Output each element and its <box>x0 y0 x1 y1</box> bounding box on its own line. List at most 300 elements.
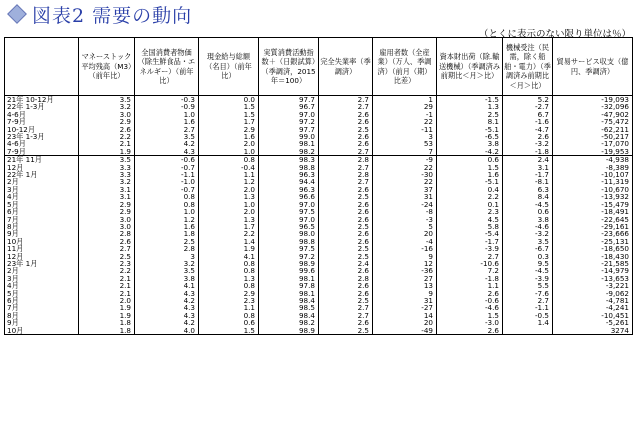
value-cell: 2.7 <box>319 304 373 311</box>
value-cell: 3.3 <box>79 164 135 171</box>
value-cell: -10,451 <box>553 312 633 319</box>
value-cell: 20 <box>373 230 437 237</box>
value-cell: -1.8 <box>437 275 503 282</box>
value-cell: 97.2 <box>259 253 319 260</box>
value-cell: 2.7 <box>79 245 135 252</box>
value-cell: 0.8 <box>199 267 259 274</box>
value-cell: 4.3 <box>135 148 199 156</box>
value-cell: 2.7 <box>437 253 503 260</box>
period-cell: 12月 <box>5 164 79 171</box>
value-cell: 2.6 <box>319 238 373 245</box>
value-cell: 3.5 <box>79 156 135 164</box>
value-cell: 3.1 <box>79 186 135 193</box>
value-cell: 1.1 <box>199 171 259 178</box>
value-cell: 3.1 <box>503 164 553 171</box>
value-cell: 7 <box>373 148 437 156</box>
page-title-area <box>4 2 192 26</box>
value-cell: 27 <box>373 275 437 282</box>
value-cell: 2.7 <box>319 103 373 110</box>
value-cell: -1.5 <box>437 96 503 104</box>
value-cell: 3.8 <box>503 216 553 223</box>
value-cell: 1.8 <box>135 230 199 237</box>
value-cell: 8.4 <box>503 193 553 200</box>
value-cell: -3.2 <box>503 230 553 237</box>
period-cell: 8月 <box>5 223 79 230</box>
value-cell: 1 <box>373 96 437 104</box>
value-cell: -13,932 <box>553 193 633 200</box>
value-cell: 3.0 <box>79 216 135 223</box>
value-cell: 20 <box>373 319 437 326</box>
value-cell: 22 <box>373 178 437 185</box>
value-cell: 97.0 <box>259 111 319 118</box>
value-cell: 1.9 <box>199 245 259 252</box>
value-cell: 97.5 <box>259 245 319 252</box>
value-cell: 31 <box>373 297 437 304</box>
value-cell: 2.6 <box>319 133 373 140</box>
value-cell: 2.9 <box>79 201 135 208</box>
value-cell: -4,781 <box>553 297 633 304</box>
value-cell: -0.6 <box>437 297 503 304</box>
value-cell: 2.5 <box>319 245 373 252</box>
value-cell: 98.3 <box>259 156 319 164</box>
value-cell: 2.6 <box>319 282 373 289</box>
value-cell: -24 <box>373 201 437 208</box>
value-cell: -3.0 <box>437 319 503 326</box>
value-cell: 4.2 <box>135 140 199 147</box>
value-cell: 98.1 <box>259 140 319 147</box>
value-cell: 94.4 <box>259 178 319 185</box>
value-cell: 9.5 <box>503 260 553 267</box>
value-cell: 3.0 <box>79 111 135 118</box>
value-cell: 98.8 <box>259 164 319 171</box>
value-cell: -29,161 <box>553 223 633 230</box>
value-cell: 2.1 <box>79 275 135 282</box>
period-cell: 7-9月 <box>5 118 79 125</box>
value-cell: 0.8 <box>199 282 259 289</box>
value-cell: -11 <box>373 126 437 133</box>
value-cell: 1.2 <box>199 178 259 185</box>
value-cell: -4.5 <box>503 267 553 274</box>
value-cell: 5.2 <box>503 96 553 104</box>
period-cell: 6月 <box>5 297 79 304</box>
value-cell: 2.8 <box>135 245 199 252</box>
value-cell: 2.7 <box>319 178 373 185</box>
value-cell: -0.5 <box>503 312 553 319</box>
value-cell: 3.5 <box>135 267 199 274</box>
value-cell: 3.5 <box>135 133 199 140</box>
value-cell: 1.2 <box>135 216 199 223</box>
value-cell: -3.2 <box>503 140 553 147</box>
value-cell: 97.0 <box>259 216 319 223</box>
value-cell: -4,241 <box>553 304 633 311</box>
value-cell: 2.9 <box>199 290 259 297</box>
value-cell: -0.4 <box>199 164 259 171</box>
value-cell: 1.4 <box>199 238 259 245</box>
value-cell: 1.7 <box>199 118 259 125</box>
value-cell: 4.2 <box>135 297 199 304</box>
value-cell: 1.6 <box>135 118 199 125</box>
value-cell: 12 <box>373 260 437 267</box>
column-header: 機械受注（民需，除く船舶・電力）（季調済み前期比＜月＞比） <box>503 38 553 96</box>
value-cell: 2.0 <box>199 140 259 147</box>
value-cell: 2.0 <box>199 186 259 193</box>
value-cell: 9 <box>373 253 437 260</box>
value-cell: 96.6 <box>259 193 319 200</box>
period-cell: 9月 <box>5 230 79 237</box>
value-cell: 1.3 <box>199 193 259 200</box>
value-cell: 3.2 <box>135 260 199 267</box>
value-cell: 2.1 <box>79 282 135 289</box>
value-cell: 97.8 <box>259 282 319 289</box>
value-cell: 3.1 <box>79 193 135 200</box>
period-cell: 23年 1-3月 <box>5 133 79 140</box>
value-cell: 1.0 <box>199 148 259 156</box>
value-cell: -3,221 <box>553 282 633 289</box>
value-cell: 2.2 <box>199 230 259 237</box>
value-cell: 2.5 <box>319 223 373 230</box>
value-cell: -18,430 <box>553 253 633 260</box>
page-title: 図表2 需要の動向 <box>32 4 193 27</box>
value-cell: 3.5 <box>503 238 553 245</box>
period-cell: 23年 1月 <box>5 260 79 267</box>
period-cell: 7-9月 <box>5 148 79 156</box>
column-header: 貿易サービス収支（億円、季調済） <box>553 38 633 96</box>
value-cell: 9 <box>373 290 437 297</box>
value-cell: 2.8 <box>319 171 373 178</box>
value-cell: -9,062 <box>553 290 633 297</box>
value-cell: 2.3 <box>79 260 135 267</box>
value-cell: -75,472 <box>553 118 633 125</box>
value-cell: 0.0 <box>199 96 259 104</box>
value-cell: -47,902 <box>553 111 633 118</box>
value-cell: -5.4 <box>437 230 503 237</box>
value-cell: -4.7 <box>503 126 553 133</box>
value-cell: 4.3 <box>135 312 199 319</box>
value-cell: 1.9 <box>79 148 135 156</box>
value-cell: 0.8 <box>199 312 259 319</box>
header-row <box>5 38 633 96</box>
value-cell: 2.7 <box>319 164 373 171</box>
value-cell: 3 <box>135 253 199 260</box>
value-cell: 1.9 <box>79 304 135 311</box>
value-cell: 1.8 <box>79 327 135 335</box>
column-header: 資本財出荷（除.輸送機械）（季調済み前期比＜月＞比） <box>437 38 503 96</box>
value-cell: 13 <box>373 282 437 289</box>
value-cell: 98.5 <box>259 304 319 311</box>
value-cell: -10,107 <box>553 171 633 178</box>
value-cell: 97.2 <box>259 118 319 125</box>
value-cell: 2.6 <box>503 133 553 140</box>
value-cell: 2.6 <box>437 327 503 335</box>
value-cell: 5.5 <box>503 282 553 289</box>
value-cell: 5.8 <box>437 223 503 230</box>
value-cell: 14 <box>373 312 437 319</box>
period-cell: 3月 <box>5 186 79 193</box>
period-cell: 5月 <box>5 201 79 208</box>
value-cell: -3 <box>373 216 437 223</box>
value-cell: -1.1 <box>503 304 553 311</box>
period-cell: 22年 1-3月 <box>5 103 79 110</box>
period-cell: 8月 <box>5 312 79 319</box>
monthly-row <box>5 327 633 335</box>
value-cell: 4.3 <box>135 290 199 297</box>
value-cell: 98.1 <box>259 290 319 297</box>
value-cell: 0.6 <box>437 156 503 164</box>
value-cell: 4.1 <box>199 253 259 260</box>
value-cell: 2.6 <box>319 111 373 118</box>
period-cell: 11月 <box>5 245 79 252</box>
value-cell: 4.3 <box>135 304 199 311</box>
value-cell: -4 <box>373 238 437 245</box>
value-cell: -0.7 <box>135 186 199 193</box>
value-cell: 97.0 <box>259 201 319 208</box>
period-cell: 9月 <box>5 319 79 326</box>
period-cell: 10-12月 <box>5 126 79 133</box>
value-cell: -23,666 <box>553 230 633 237</box>
value-cell: 3.8 <box>135 275 199 282</box>
value-cell: 3.5 <box>79 96 135 104</box>
period-cell: 10月 <box>5 327 79 335</box>
value-cell: 96.7 <box>259 103 319 110</box>
value-cell <box>503 327 553 335</box>
value-cell: 97.7 <box>259 96 319 104</box>
value-cell: 29 <box>373 103 437 110</box>
value-cell: -22,645 <box>553 216 633 223</box>
value-cell: 2.6 <box>319 201 373 208</box>
value-cell: 98.1 <box>259 275 319 282</box>
value-cell: 2.1 <box>79 140 135 147</box>
value-cell: 1.5 <box>437 164 503 171</box>
value-cell: -19,093 <box>553 96 633 104</box>
period-cell: 22年 1月 <box>5 171 79 178</box>
value-cell: 0.8 <box>135 201 199 208</box>
value-cell: -18,491 <box>553 208 633 215</box>
value-cell: -17,070 <box>553 140 633 147</box>
value-cell: -2.7 <box>503 103 553 110</box>
value-cell: -50,217 <box>553 133 633 140</box>
value-cell: -16 <box>373 245 437 252</box>
value-cell: 1.1 <box>437 282 503 289</box>
value-cell: 2.8 <box>319 275 373 282</box>
value-cell: 99.6 <box>259 267 319 274</box>
value-cell: 1.6 <box>199 133 259 140</box>
value-cell: 3.2 <box>79 178 135 185</box>
value-cell: -32,096 <box>553 103 633 110</box>
value-cell: -3.9 <box>503 275 553 282</box>
value-cell: 2.9 <box>199 126 259 133</box>
table-body <box>5 96 633 335</box>
value-cell: -49 <box>373 327 437 335</box>
value-cell: -1 <box>373 111 437 118</box>
value-cell: 0.4 <box>437 186 503 193</box>
period-cell: 7月 <box>5 216 79 223</box>
value-cell: 2.5 <box>319 126 373 133</box>
value-cell: 0.1 <box>437 201 503 208</box>
value-cell: -9 <box>373 156 437 164</box>
value-cell: 1.6 <box>437 171 503 178</box>
value-cell: -1.8 <box>503 148 553 156</box>
value-cell: -4.6 <box>503 223 553 230</box>
value-cell: 1.6 <box>135 223 199 230</box>
value-cell: 6.3 <box>503 186 553 193</box>
value-cell: 98.9 <box>259 327 319 335</box>
value-cell: 0.8 <box>199 156 259 164</box>
value-cell: 22 <box>373 118 437 125</box>
value-cell: -5.1 <box>437 178 503 185</box>
value-cell: 3.2 <box>79 103 135 110</box>
column-header: 実質消費活動指数＋（日銀試算）（季調済，2015年＝100） <box>259 38 319 96</box>
value-cell: 2.7 <box>319 312 373 319</box>
value-cell: 0.6 <box>199 319 259 326</box>
value-cell: 2.6 <box>319 230 373 237</box>
value-cell: 0.8 <box>135 193 199 200</box>
value-cell: 98.0 <box>259 230 319 237</box>
value-cell: 2.5 <box>319 253 373 260</box>
value-cell: -11,319 <box>553 178 633 185</box>
demand-table <box>4 37 633 335</box>
value-cell: 2.4 <box>503 156 553 164</box>
value-cell: 98.4 <box>259 312 319 319</box>
value-cell: -27 <box>373 304 437 311</box>
value-cell: 2.5 <box>79 253 135 260</box>
value-cell: 2.6 <box>319 216 373 223</box>
value-cell: -1.0 <box>135 178 199 185</box>
value-cell: 31 <box>373 193 437 200</box>
value-cell: -5,261 <box>553 319 633 326</box>
period-cell: 3月 <box>5 275 79 282</box>
value-cell: 0.3 <box>503 253 553 260</box>
value-cell: 3 <box>373 133 437 140</box>
value-cell: 2.7 <box>135 126 199 133</box>
value-cell: -1.6 <box>503 118 553 125</box>
value-cell: 2.6 <box>319 186 373 193</box>
value-cell: 2.0 <box>79 297 135 304</box>
value-cell: 8.1 <box>437 118 503 125</box>
value-cell: 3.0 <box>79 223 135 230</box>
value-cell: 2.6 <box>437 290 503 297</box>
value-cell: -6.5 <box>437 133 503 140</box>
value-cell: 98.8 <box>259 238 319 245</box>
column-header: 現金給与総額（名目）（前年比） <box>199 38 259 96</box>
value-cell: -0.9 <box>135 103 199 110</box>
value-cell: -4.6 <box>437 304 503 311</box>
value-cell: 1.8 <box>79 319 135 326</box>
value-cell: -7.6 <box>503 290 553 297</box>
column-header: 全国消費者物価（除生鮮食品・エネルギー）（前年比） <box>135 38 199 96</box>
period-cell: 21年 11月 <box>5 156 79 164</box>
period-cell: 4-6月 <box>5 111 79 118</box>
value-cell: 2.2 <box>437 193 503 200</box>
value-cell: -4.2 <box>437 148 503 156</box>
value-cell: -62,211 <box>553 126 633 133</box>
value-cell: 2.9 <box>79 208 135 215</box>
value-cell: 99.0 <box>259 133 319 140</box>
value-cell: 6.7 <box>503 111 553 118</box>
period-cell: 4月 <box>5 193 79 200</box>
value-cell: 1.7 <box>199 223 259 230</box>
value-cell: -30 <box>373 171 437 178</box>
value-cell: 1.0 <box>199 201 259 208</box>
value-cell: 22 <box>373 164 437 171</box>
period-cell: 12月 <box>5 253 79 260</box>
value-cell: -18,650 <box>553 245 633 252</box>
value-cell: -10.6 <box>437 260 503 267</box>
period-cell: 4月 <box>5 282 79 289</box>
value-cell: 2.5 <box>319 297 373 304</box>
value-cell: 97.5 <box>259 208 319 215</box>
value-cell: -0.7 <box>135 164 199 171</box>
value-cell: 2.0 <box>199 208 259 215</box>
value-cell: 2.2 <box>79 267 135 274</box>
value-cell: 4.0 <box>135 327 199 335</box>
period-cell: 2月 <box>5 267 79 274</box>
value-cell: 53 <box>373 140 437 147</box>
value-cell: -21,585 <box>553 260 633 267</box>
value-cell: 1.0 <box>135 111 199 118</box>
period-cell: 6月 <box>5 208 79 215</box>
value-cell: 2.9 <box>79 118 135 125</box>
value-cell: 3.8 <box>437 140 503 147</box>
value-cell: -15,479 <box>553 201 633 208</box>
value-cell: 5 <box>373 223 437 230</box>
value-cell: -0.3 <box>135 96 199 104</box>
column-header: 完全失業率（季調済） <box>319 38 373 96</box>
value-cell: -19,953 <box>553 148 633 156</box>
value-cell: -1.1 <box>135 171 199 178</box>
column-header: 雇用者数（全産業）（万人、季調済）（前月（期）比差） <box>373 38 437 96</box>
value-cell: 97.7 <box>259 126 319 133</box>
value-cell: 2.7 <box>319 148 373 156</box>
value-cell: 98.4 <box>259 297 319 304</box>
period-cell: 2月 <box>5 178 79 185</box>
value-cell: 2.7 <box>319 96 373 104</box>
value-cell: -5.1 <box>437 126 503 133</box>
value-cell: 2.6 <box>319 140 373 147</box>
value-cell: 2.6 <box>319 319 373 326</box>
monthly-row <box>5 319 633 326</box>
value-cell: 96.5 <box>259 223 319 230</box>
value-cell: 1.9 <box>79 312 135 319</box>
value-cell: 2.5 <box>319 327 373 335</box>
value-cell: -4.5 <box>503 201 553 208</box>
value-cell: 96.3 <box>259 171 319 178</box>
value-cell: -0.6 <box>135 156 199 164</box>
value-cell: 2.1 <box>79 290 135 297</box>
value-cell: 0.6 <box>503 208 553 215</box>
diamond-icon <box>7 4 27 24</box>
period-cell: 21年 10-12月 <box>5 96 79 104</box>
value-cell: -8.1 <box>503 178 553 185</box>
value-cell: 1.3 <box>199 275 259 282</box>
period-cell: 7月 <box>5 304 79 311</box>
value-cell: 1.0 <box>135 208 199 215</box>
value-cell: -14,979 <box>553 267 633 274</box>
value-cell: 0.8 <box>199 260 259 267</box>
value-cell: 2.8 <box>79 230 135 237</box>
value-cell: -3.9 <box>437 245 503 252</box>
value-cell: -1.7 <box>437 238 503 245</box>
value-cell: 1.5 <box>199 103 259 110</box>
value-cell: 7.2 <box>437 267 503 274</box>
value-cell: 1.1 <box>199 304 259 311</box>
value-cell: 2.6 <box>79 238 135 245</box>
value-cell: 96.3 <box>259 186 319 193</box>
value-cell: 1.4 <box>503 319 553 326</box>
value-cell: 2.6 <box>319 290 373 297</box>
value-cell: 3.3 <box>79 171 135 178</box>
value-cell: -13,653 <box>553 275 633 282</box>
period-cell: 10月 <box>5 238 79 245</box>
